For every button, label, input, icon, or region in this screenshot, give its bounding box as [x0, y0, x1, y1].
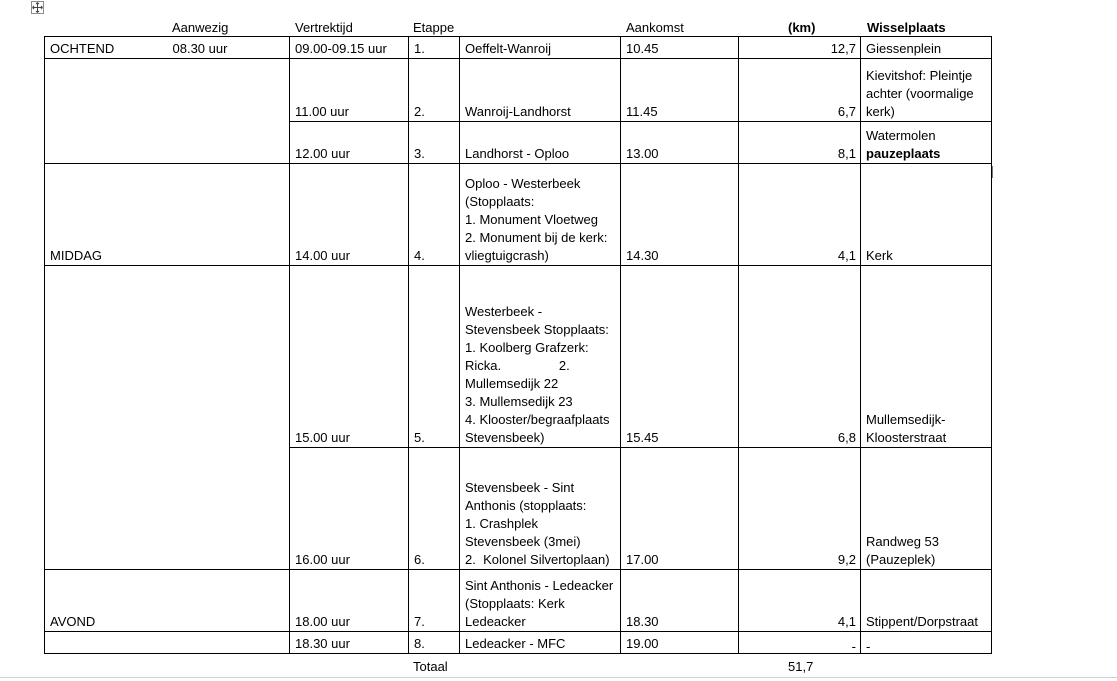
wisselplaats-cell: Giessenplein — [861, 37, 992, 59]
aankomst-cell: 15.45 — [621, 266, 739, 448]
dagdeel-cell — [45, 37, 290, 59]
table-row — [45, 266, 992, 448]
wisselplaats-cell: Mullemsedijk-Kloosterstraat — [861, 266, 992, 448]
route-cell: Oeffelt-Wanroij — [460, 37, 621, 59]
wisselplaats-text: Watermolen — [866, 128, 936, 143]
wisselplaats-cell: - — [861, 632, 992, 654]
table-row — [45, 37, 992, 59]
km-cell: - — [739, 632, 861, 654]
table-row — [45, 570, 992, 632]
wisselplaats-cell — [861, 122, 992, 164]
totaal-km: 51,7 — [788, 659, 814, 674]
schedule-table — [44, 36, 992, 654]
wisselplaats-cell: Kerk — [861, 164, 992, 266]
wisselplaats-cell: Randweg 53 (Pauzeplek) — [861, 448, 992, 570]
vertrek-cell: 14.00 uur — [290, 164, 409, 266]
table-row — [45, 632, 992, 654]
header-vertrektijd: Vertrektijd — [295, 20, 353, 35]
route-cell: Sint Anthonis - Ledeacker (Stopplaats: Kerk Ledeacker — [460, 570, 621, 632]
table-row — [45, 164, 992, 266]
etappe-nr-cell: 3. — [409, 122, 460, 164]
wisselplaats-cell: Kievitshof: Pleintje achter (voormalige kerk) — [861, 59, 992, 122]
route-cell: Stevensbeek - Sint Anthonis (stopplaats: 1. Crashplek Stevensbeek (3mei) 2. Kolonel Silvertoplaan) — [460, 448, 621, 570]
route-cell: Ledeacker - MFC — [460, 632, 621, 654]
aankomst-cell: 13.00 — [621, 122, 739, 164]
wisselplaats-cell: Stippent/Dorpstraat — [861, 570, 992, 632]
km-cell: 8,1 — [739, 122, 861, 164]
etappe-nr-cell: 1. — [409, 37, 460, 59]
aanwezig-time: 08.30 uur — [172, 41, 228, 56]
page-boundary — [0, 677, 1117, 678]
etappe-nr-cell: 2. — [409, 59, 460, 122]
header-aanwezig: Aanwezig — [172, 20, 229, 35]
km-cell: 4,1 — [739, 570, 861, 632]
pauzeplaats-label: pauzeplaats — [866, 146, 941, 161]
route-cell: Landhorst - Oploo — [460, 122, 621, 164]
route-cell: Westerbeek - Stevensbeek Stopplaats: 1. Koolberg Grafzerk: Ricka. 2. Mullemsedijk 22 3. Mullemsedijk 23 4. Klooster/begraafplaats Stevensbeek) — [460, 266, 621, 448]
etappe-nr-cell: 5. — [409, 266, 460, 448]
aankomst-cell: 11.45 — [621, 59, 739, 122]
route-cell: Oploo - Westerbeek (Stopplaats: 1. Monument Vloetweg 2. Monument bij de kerk: vliegtuigcrash) — [460, 164, 621, 266]
header-km: (km) — [788, 20, 816, 35]
vertrek-cell: 09.00-09.15 uur — [290, 37, 409, 59]
text-cursor — [992, 166, 993, 178]
dagdeel-cell: AVOND — [45, 570, 290, 632]
dagdeel-cell — [45, 59, 290, 164]
aankomst-cell: 14.30 — [621, 164, 739, 266]
table-move-handle-icon[interactable] — [31, 1, 44, 14]
aankomst-cell: 10.45 — [621, 37, 739, 59]
header-wisselplaats: Wisselplaats — [867, 20, 946, 35]
etappe-nr-cell: 8. — [409, 632, 460, 654]
dagdeel-cell: MIDDAG — [45, 164, 290, 266]
etappe-nr-cell: 4. — [409, 164, 460, 266]
aankomst-cell: 18.30 — [621, 570, 739, 632]
km-cell: 9,2 — [739, 448, 861, 570]
km-cell: 4,1 — [739, 164, 861, 266]
header-aankomst: Aankomst — [626, 20, 684, 35]
dagdeel-cell — [45, 266, 290, 570]
etappe-nr-cell: 7. — [409, 570, 460, 632]
km-cell: 6,8 — [739, 266, 861, 448]
vertrek-cell: 18.00 uur — [290, 570, 409, 632]
aankomst-cell: 17.00 — [621, 448, 739, 570]
totaal-label: Totaal — [413, 659, 448, 674]
route-cell: Wanroij-Landhorst — [460, 59, 621, 122]
header-etappe: Etappe — [413, 20, 455, 35]
vertrek-cell: 12.00 uur — [290, 122, 409, 164]
etappe-nr-cell: 6. — [409, 448, 460, 570]
dagdeel-label: OCHTEND — [50, 41, 115, 56]
dagdeel-cell — [45, 632, 290, 654]
aankomst-cell: 19.00 — [621, 632, 739, 654]
table-row — [45, 59, 992, 122]
vertrek-cell: 15.00 uur — [290, 266, 409, 448]
vertrek-cell: 11.00 uur — [290, 59, 409, 122]
km-cell: 12,7 — [739, 37, 861, 59]
vertrek-cell: 16.00 uur — [290, 448, 409, 570]
vertrek-cell: 18.30 uur — [290, 632, 409, 654]
km-cell: 6,7 — [739, 59, 861, 122]
